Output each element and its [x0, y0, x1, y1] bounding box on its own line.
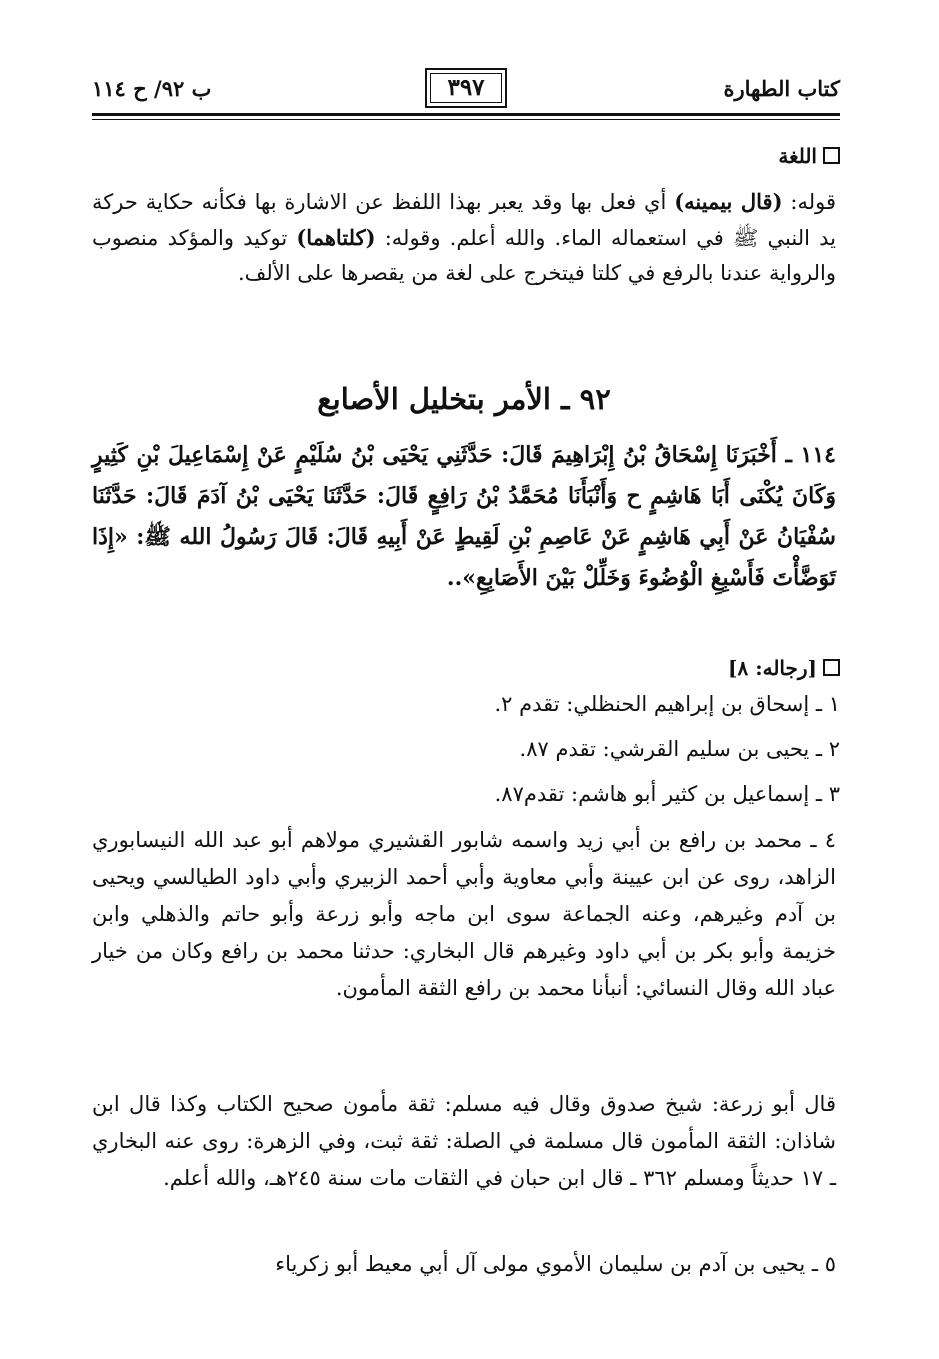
chapter-hadith-ref: ب ٩٢/ ح ١١٤: [92, 76, 212, 101]
text: توكيد والمؤكد منصوب والرواية عندنا بالرفع في كلتا فيتخرج على لغة من يقصرها على الألف.: [92, 226, 836, 285]
text: أي فعل بها وقد يعبر بهذا اللفظ عن الاشارة بها فكأنه حكاية حركة يد النبي ﷺ في استعماله الماء. والله أعلم. وقوله:: [92, 190, 837, 250]
hadith-text: ١١٤ ـ أَخْبَرَنَا إِسْحَاقُ بْنُ إِبْرَاهِيمَ قَالَ: حَدَّثَنِي يَحْيَى بْنُ سُلَيْمٍ عَنْ إِسْمَاعِيلَ بْنِ كَثِيرٍ وَكَانَ يُكْنَى أَبَا هَاشِمٍ ح وَأَنْبَأَنَا مُحَمَّدُ بْنُ رَافِعٍ قَالَ: حَدَّثَنَا يَحْيَى بْنُ آدَمَ قَالَ: حَدَّثَنَا سُفْيَانُ عَنْ أَبِي هَاشِمٍ عَنْ عَاصِمِ بْنِ لَقِيطٍ عَنْ أَبِيهِ قَالَ: قَالَ رَسُولُ الله ﷺ: «إِذَا تَوَضَّأْتَ فَأَسْبِغِ الْوُضُوءَ وَخَلِّلْ بَيْنَ الأَصَابِعِ»..: [92, 442, 836, 591]
square-bullet-icon: [823, 147, 840, 164]
narrator-line: ٣ ـ إسماعيل بن كثير أبو هاشم: تقدم٨٧.: [494, 782, 840, 806]
page-number: ٣٩٧: [447, 74, 485, 101]
narrator-biography: ٤ ـ محمد بن رافع بن أبي زيد واسمه شابور القشيري مولاهم أبو عبد الله النيسابوري الزاهد، روى عن ابن عيينة وأبي معاوية وأبي أحمد الزبيري وأبي داود الطيالسي ويحيى بن آدم وغيرهم، وعنه الجماعة سوى ابن ماجه وأبو زرعة وأبو حاتم والذهلي وابن خزيمة وأبو بكر بن أبي داود وغيرهم قال البخاري: حدثنا محمد بن رافع وكان من خيار عباد الله وقال النسائي: أنبأنا محمد بن رافع الثقة المأمون.: [92, 828, 836, 1000]
bold-term: (قال بيمينه): [674, 189, 783, 214]
running-header: [92, 68, 840, 114]
narrator-line: ٢ ـ يحيى بن سليم القرشي: تقدم ٨٧.: [519, 737, 840, 761]
heading-text: [رجاله: ٨]: [728, 656, 817, 680]
header-rule-thick: [92, 113, 840, 116]
text: قوله:: [782, 190, 837, 214]
heading-text: اللغة: [778, 144, 817, 168]
bold-term: (كلتاهما): [296, 225, 376, 250]
narrator-line: ١ ـ إسحاق بن إبراهيم الحنظلي: تقدم ٢.: [494, 692, 840, 716]
lugha-paragraph: [92, 184, 836, 291]
chapter-title: ٩٢ ـ الأمر بتخليل الأصابع: [317, 382, 611, 416]
section-heading-rijal: [728, 656, 840, 680]
book-title: كتاب الطهارة: [723, 76, 840, 101]
narrator-biography-continued: قال أبو زرعة: شيخ صدوق وقال فيه مسلم: ثقة مأمون صحيح الكتاب وكذا قال ابن شاذان: الثقة المأمون قال مسلمة في الصلة: ثقة ثبت، وفي الزهرة: روى عنه البخاري ـ ١٧ حديثاً ومسلم ٣٦٢ ـ قال ابن حبان في الثقات مات سنة ٢٤٥هـ، والله أعلم.: [92, 1092, 836, 1190]
narrator-biography-next: ٥ ـ يحيى بن آدم بن سليمان الأموي مولى آل أبي معيط أبو زكرياء: [275, 1252, 836, 1276]
header-rule-thin: [92, 119, 840, 120]
page-number-frame: [425, 68, 507, 108]
section-heading-lugha: [778, 144, 840, 168]
square-bullet-icon: [823, 659, 840, 676]
